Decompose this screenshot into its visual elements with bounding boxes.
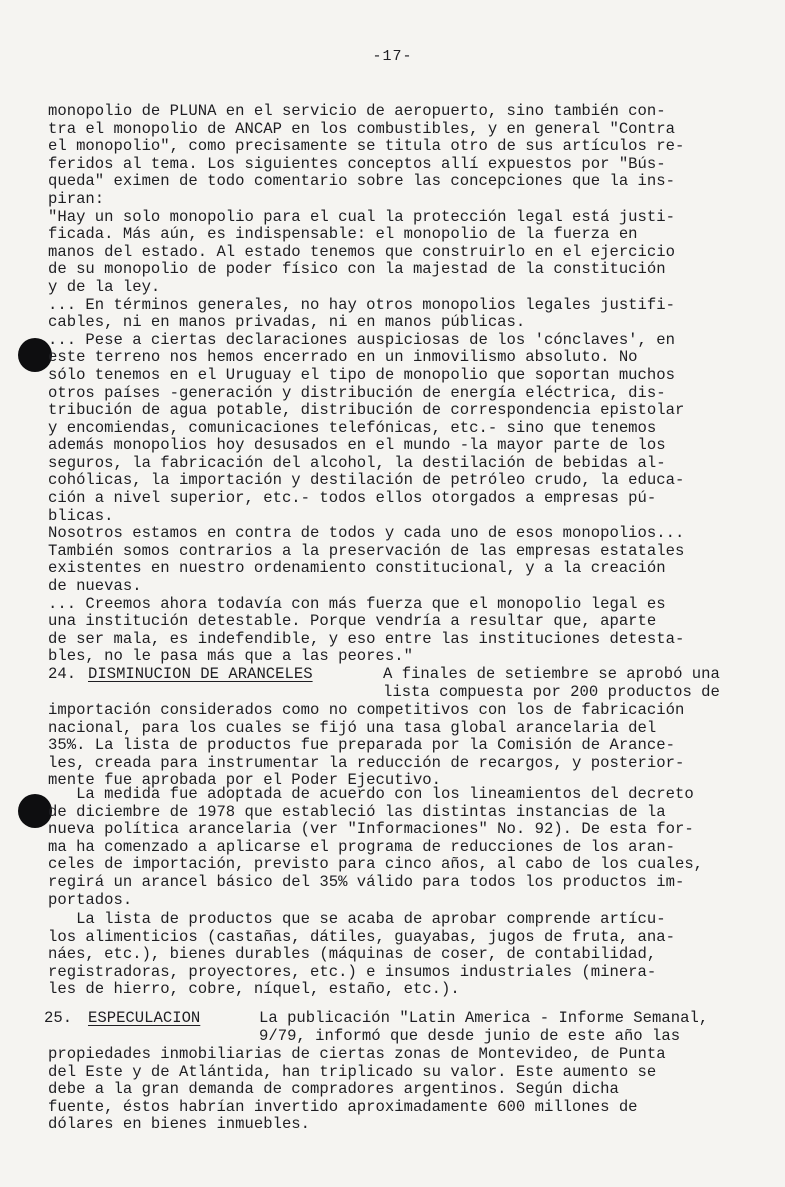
text-line: y encomiendas, comunicaciones telefónicas, etc.- sino que tenemos <box>48 418 657 437</box>
text-line: piran: <box>48 189 105 208</box>
text-line: de nuevas. <box>48 577 142 596</box>
text-line: de diciembre de 1978 que estableció las distintas instancias de la <box>48 802 666 821</box>
text-line: el monopolio", como precisamente se titula otro de sus artículos re- <box>48 137 685 156</box>
text-line: de ser mala, es indefendible, y eso entre las instituciones detesta- <box>48 629 685 648</box>
item-25-first-line: La publicación "Latin America - Informe Semanal, <box>259 1009 709 1027</box>
item-24-paragraph-2 <box>48 786 748 909</box>
item-24-number: 24. <box>48 665 77 683</box>
text-line: queda" eximen de todo comentario sobre las concepciones que la ins- <box>48 172 675 191</box>
text-line: cohólicas, la importación y destilación de petróleo crudo, la educa- <box>48 471 685 490</box>
text-line: "Hay un solo monopolio para el cual la protección legal está justi- <box>48 207 675 226</box>
item-25-heading: ESPECULACION <box>88 1009 201 1027</box>
text-line: sólo tenemos en el Uruguay el tipo de monopolio que soportan muchos <box>48 365 675 384</box>
punch-hole-top <box>18 338 52 372</box>
text-line: ción a nivel superior, etc.- todos ellos otorgados a empresas pú- <box>48 489 657 508</box>
item-25-paragraph-1 <box>48 1046 748 1134</box>
text-line: registradoras, proyectores, etc.) e insumos industriales (minera- <box>48 962 657 981</box>
text-line: feridos al tema. Los siguientes conceptos allí expuestos por "Bús- <box>48 154 666 173</box>
punch-hole-bottom <box>18 794 52 828</box>
text-line: portados. <box>48 890 133 909</box>
text-line: náes, etc.), bienes durables (máquinas de coser, de contabilidad, <box>48 945 657 964</box>
text-line: 35%. La lista de productos fue preparada por la Comisión de Arance- <box>48 736 675 755</box>
text-line: dólares en bienes inmuebles. <box>48 1115 311 1134</box>
text-line: monopolio de PLUNA en el servicio de aeropuerto, sino también con- <box>48 102 666 120</box>
text-line: existentes en nuestro ordenamiento constitucional, y a la creación <box>48 559 666 578</box>
text-line: cables, ni en manos privadas, ni en manos públicas. <box>48 313 526 332</box>
text-line: del Este y de Atlántida, han triplicado su valor. Este aumento se <box>48 1062 657 1081</box>
text-line: regirá un arancel básico del 35% válido para todos los productos im- <box>48 872 685 891</box>
text-line: ficada. Más aún, es indispensable: el monopolio de la fuerza en <box>48 225 638 244</box>
text-line: La medida fue adoptada de acuerdo con los lineamientos del decreto <box>48 785 694 803</box>
text-line: ma ha comenzado a aplicarse el programa de reducciones de los aran- <box>48 837 675 856</box>
text-line: propiedades inmobiliarias de ciertas zonas de Montevideo, de Punta <box>48 1045 666 1063</box>
text-line: nacional, para los cuales se fijó una tasa global arancelaria del <box>48 718 657 737</box>
text-line: fuente, éstos habrían invertido aproximadamente 600 millones de <box>48 1097 638 1116</box>
item-24-first-line: A finales de setiembre se aprobó una <box>383 665 720 683</box>
item-24-heading: DISMINUCION DE ARANCELES <box>88 665 313 683</box>
text-line: este terreno nos hemos encerrado en un inmovilismo absoluto. No <box>48 348 638 367</box>
text-line: manos del estado. Al estado tenemos que construirlo en el ejercicio <box>48 242 675 261</box>
text-line: tra el monopolio de ANCAP en los combustibles, y en general "Contra <box>48 119 675 138</box>
text-line: mente fue aprobada por el Poder Ejecutivo. <box>48 771 442 790</box>
page-number: -17- <box>372 48 413 65</box>
text-line: una institución detestable. Porque vendría a resultar que, aparte <box>48 612 657 631</box>
text-line: También somos contrarios a la preservación de las empresas estatales <box>48 541 685 560</box>
text-line: ... En términos generales, no hay otros monopolios legales justifi- <box>48 295 675 314</box>
text-line: los alimenticios (castañas, dátiles, guayabas, jugos de fruta, ana- <box>48 927 675 946</box>
text-line: además monopolios hoy desusados en el mundo -la mayor parte de los <box>48 436 666 455</box>
text-line: y de la ley. <box>48 277 161 296</box>
item-24-paragraph-1 <box>48 702 748 790</box>
text-line: Nosotros estamos en contra de todos y cada uno de esos monopolios... <box>48 524 685 543</box>
text-line: tribución de agua potable, distribución de correspondencia epistolar <box>48 401 685 420</box>
text-line: ... Pese a ciertas declaraciones auspiciosas de los 'cónclaves', en <box>48 330 675 349</box>
text-line: importación considerados como no competitivos con los de fabricación <box>48 701 685 719</box>
text-line: blicas. <box>48 506 114 525</box>
quote-block <box>48 103 748 666</box>
item-25-number: 25. <box>44 1009 73 1027</box>
text-line: ... Creemos ahora todavía con más fuerza que el monopolio legal es <box>48 594 666 613</box>
item-24-paragraph-3 <box>48 911 748 999</box>
text-line: celes de importación, previsto para cinco años, al cabo de los cuales, <box>48 855 704 874</box>
text-line: nueva política arancelaria (ver "Informaciones" No. 92). De esta for- <box>48 820 694 839</box>
text-line: seguros, la fabricación del alcohol, la destilación de bebidas al- <box>48 453 666 472</box>
text-line: de su monopolio de poder físico con la majestad de la constitución <box>48 260 666 279</box>
text-line: otros países -generación y distribución de energía eléctrica, dis- <box>48 383 666 402</box>
item-25-second-line: 9/79, informó que desde junio de este año las <box>259 1027 681 1045</box>
text-line: bles, no le pasa más que a las peores." <box>48 647 413 666</box>
text-line: debe a la gran demanda de compradores argentinos. Según dicha <box>48 1080 619 1099</box>
text-line: les, creada para instrumentar la reducción de recargos, y posterior- <box>48 753 685 772</box>
item-24-second-line: lista compuesta por 200 productos de <box>383 683 720 701</box>
text-line: La lista de productos que se acaba de aprobar comprende artícu- <box>48 910 666 928</box>
text-line: les de hierro, cobre, níquel, estaño, etc.). <box>48 980 460 999</box>
